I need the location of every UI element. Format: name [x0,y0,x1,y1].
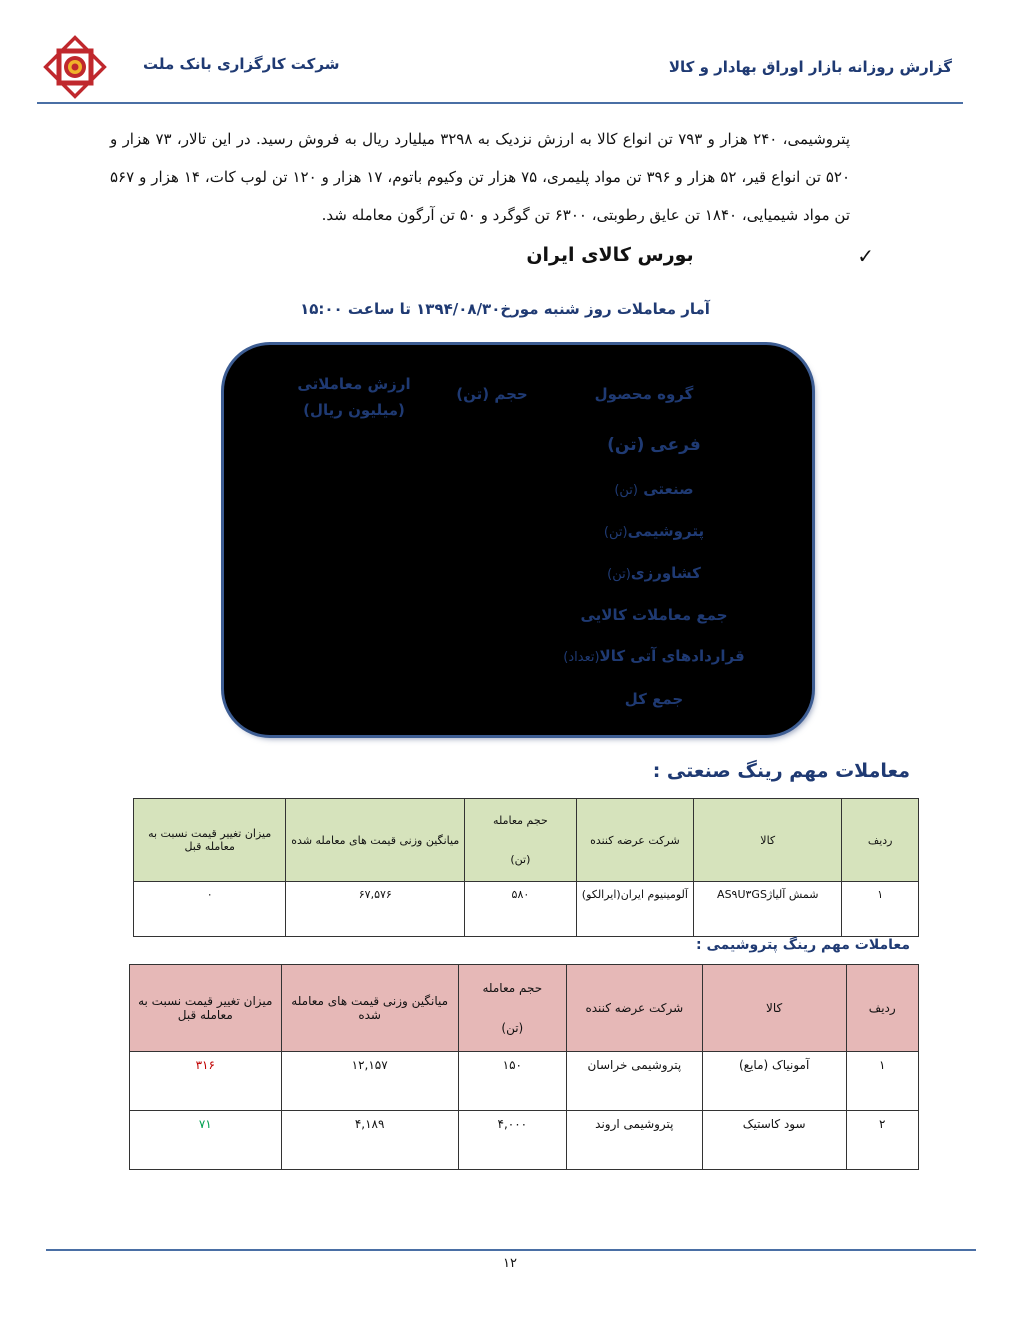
table-header-row [134,799,919,882]
bank-mellat-logo-icon [40,32,110,102]
footer-divider [46,1249,976,1251]
table-row [130,1052,919,1111]
table-row [134,882,919,937]
cell-volume: ۴,۰۰۰ [458,1111,566,1170]
cell-commodity: آمونیاک (مایع) [702,1052,846,1111]
header-row: ردیف [846,965,919,1052]
header-supplier: شرکت عرضه کننده [566,965,702,1052]
table-header-row [130,965,919,1052]
row-secondary [504,435,804,455]
checkmark-icon: ✓ [857,244,874,268]
company-name: شرکت کارگزاری بانک ملت [143,55,340,73]
header-change: میزان تغییر قیمت نسبت به معامله قبل [130,965,282,1052]
petrochemical-ring-title: معاملات مهم رینگ پتروشیمی : [696,937,910,953]
col-group-header: گروه محصول [594,385,694,403]
volume-unit: (تن) [510,853,531,866]
row-unit: (تن) [603,525,628,540]
cell-commodity: سود کاستیک [702,1111,846,1170]
table-row [130,1111,919,1170]
header-supplier: شرکت عرضه کننده [576,799,694,882]
row-unit: (تن) [614,483,639,498]
cell-supplier: پتروشیمی خراسان [566,1052,702,1111]
header-change: میزان تغییر قیمت نسبت به معامله قبل [134,799,286,882]
header-avg-price: میانگین وزنی قیمت های معامله شده [281,965,458,1052]
stats-box [224,345,812,735]
cell-volume: ۵۸۰ [465,882,576,937]
petrochemical-table [129,964,919,1170]
header-commodity: کالا [702,965,846,1052]
header-volume [458,965,566,1052]
row-label: فرعی (تن) [607,435,701,455]
row-label: صنعتی [643,480,694,498]
row-unit: (تعداد) [563,650,600,665]
row-label: جمع کل [624,690,684,708]
cell-supplier: پتروشیمی اروند [566,1111,702,1170]
col-volume-header: حجم (تن) [456,385,528,403]
summary-paragraph: پتروشیمی، ۲۴۰ هزار و ۷۹۳ تن انواع کالا به ارزش نزدیک به ۳۲۹۸ میلیارد ریال به فروش رسید. در این تالار، ۷۳ هزار و ۵۲۰ تن انواع قیر، ۵۲ هزار و ۳۹۶ تن مواد پلیمری، ۷۵ هزار تن وکیوم باتوم، ۱۷ هزار و ۱۲۰ تن لوب کات، ۱۴ هزار و ۵۶۷ تن مواد شیمیایی، ۱۸۴۰ تن عایق رطوبتی، ۶۳۰۰ تن گوگرد و ۵۰ تن آرگون معامله شد. [110,130,850,224]
cell-change: ۳۱۶ [130,1052,282,1111]
header-divider [37,102,963,104]
cell-change: ۷۱ [130,1111,282,1170]
row-commodity-total [504,606,804,624]
volume-label: حجم معامله [482,981,543,995]
industrial-table [133,798,919,937]
row-unit: (تن) [607,567,631,582]
cell-row: ۲ [846,1111,919,1170]
row-futures [504,647,804,665]
volume-unit: (تن) [501,1021,524,1035]
header-avg-price: میانگین وزنی قیمت های معامله شده [286,799,465,882]
cell-avg-price: ۴,۱۸۹ [281,1111,458,1170]
industrial-ring-title: معاملات مهم رینگ صنعتی : [652,760,910,782]
cell-row: ۱ [842,882,919,937]
cell-row: ۱ [846,1052,919,1111]
cell-supplier: آلومینیوم ایران(ایرالکو) [576,882,694,937]
stats-title: آمار معاملات روز شنبه مورخ۱۳۹۴/۰۸/۳۰ تا ساعت ۱۵:۰۰ [300,300,710,318]
row-petrochemical [504,522,804,540]
cell-commodity: شمش آلیاژAS۹U۳GS [694,882,842,937]
row-industrial [504,480,804,498]
row-label: قراردادهای آتی کالا [599,647,745,665]
cell-change: ۰ [134,882,286,937]
cell-avg-price: ۱۲,۱۵۷ [281,1052,458,1111]
section-title: بورس کالای ایران [526,244,694,266]
row-label: جمع معاملات کالایی [580,606,728,624]
report-title: گزارش روزانه بازار اوراق بهادار و کالا [668,58,952,76]
cell-avg-price: ۶۷,۵۷۶ [286,882,465,937]
volume-label: حجم معامله [493,814,548,827]
cell-volume: ۱۵۰ [458,1052,566,1111]
row-grand-total [504,690,804,708]
header-row: ردیف [842,799,919,882]
row-agriculture [504,564,804,582]
header-volume [465,799,576,882]
row-label: پتروشیمی [627,522,705,540]
row-label: کشاورزی [630,564,701,582]
col-value-header: ارزش معاملاتی (میلیون ریال) [297,375,411,419]
page-number: ۱۲ [503,1256,517,1271]
header-commodity: کالا [694,799,842,882]
